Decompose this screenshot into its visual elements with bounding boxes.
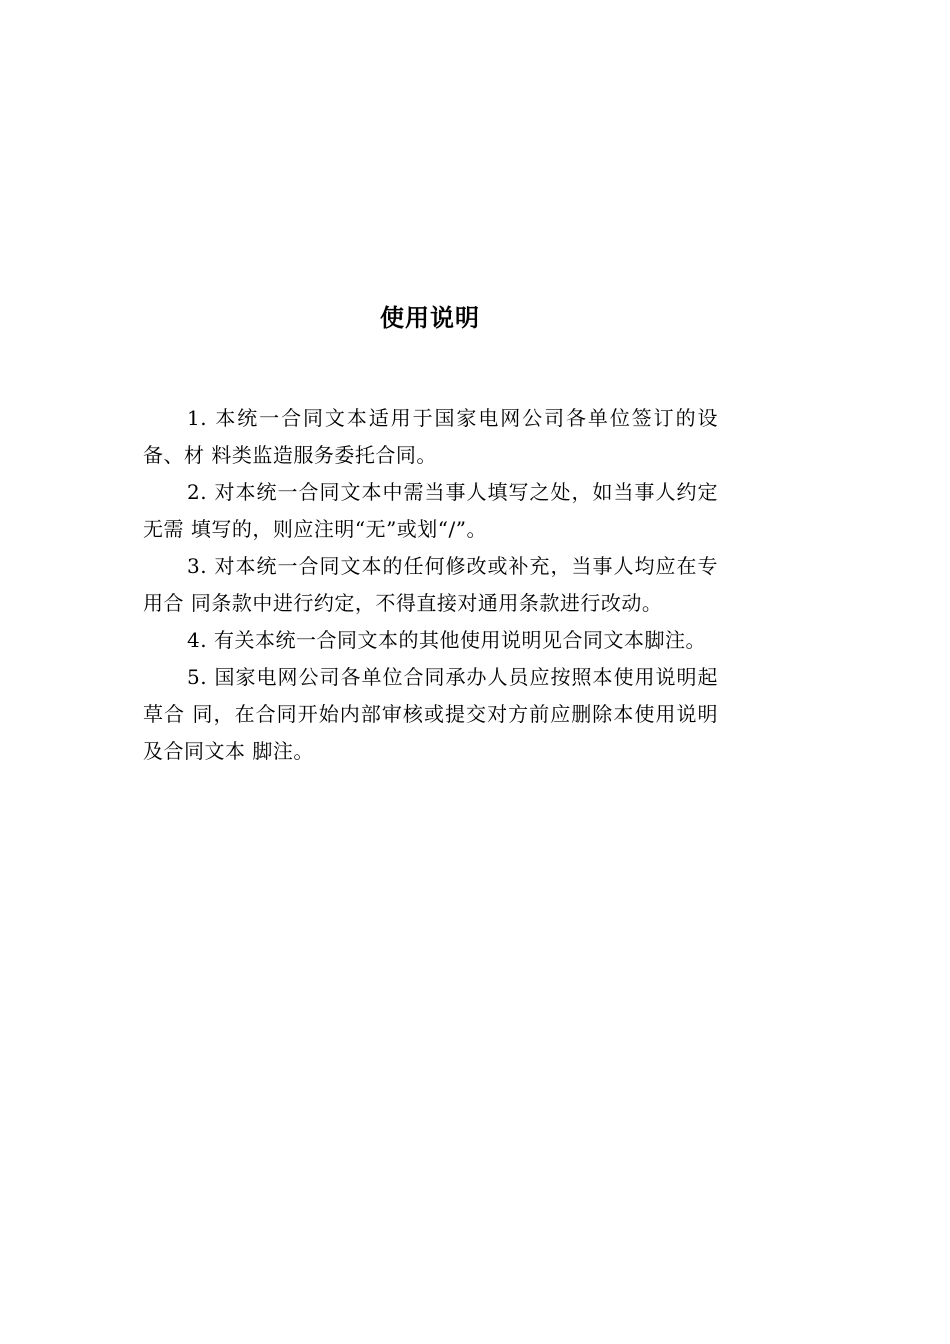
instruction-paragraph-4: 4. 有关本统一合同文本的其他使用说明见合同文本脚注。 (187, 628, 706, 652)
instruction-paragraph-5: 5. 国家电网公司各单位合同承办人员应按照本使用说明起草合 同，在合同开始内部审核或提交对方前应删除本使用说明及合同文本 脚注。 (143, 665, 718, 763)
instruction-paragraph-2: 2. 对本统一合同文本中需当事人填写之处，如当事人约定无需 填写的，则应注明“无”或划“/”。 (143, 480, 718, 541)
instructions-body (143, 400, 718, 770)
instruction-paragraph-3: 3. 对本统一合同文本的任何修改或补充，当事人均应在专用合 同条款中进行约定，不得直接对通用条款进行改动。 (143, 554, 718, 615)
page-title: 使用说明 (380, 304, 480, 332)
instruction-paragraph-1: 1. 本统一合同文本适用于国家电网公司各单位签订的设备、材 料类监造服务委托合同。 (143, 406, 718, 467)
